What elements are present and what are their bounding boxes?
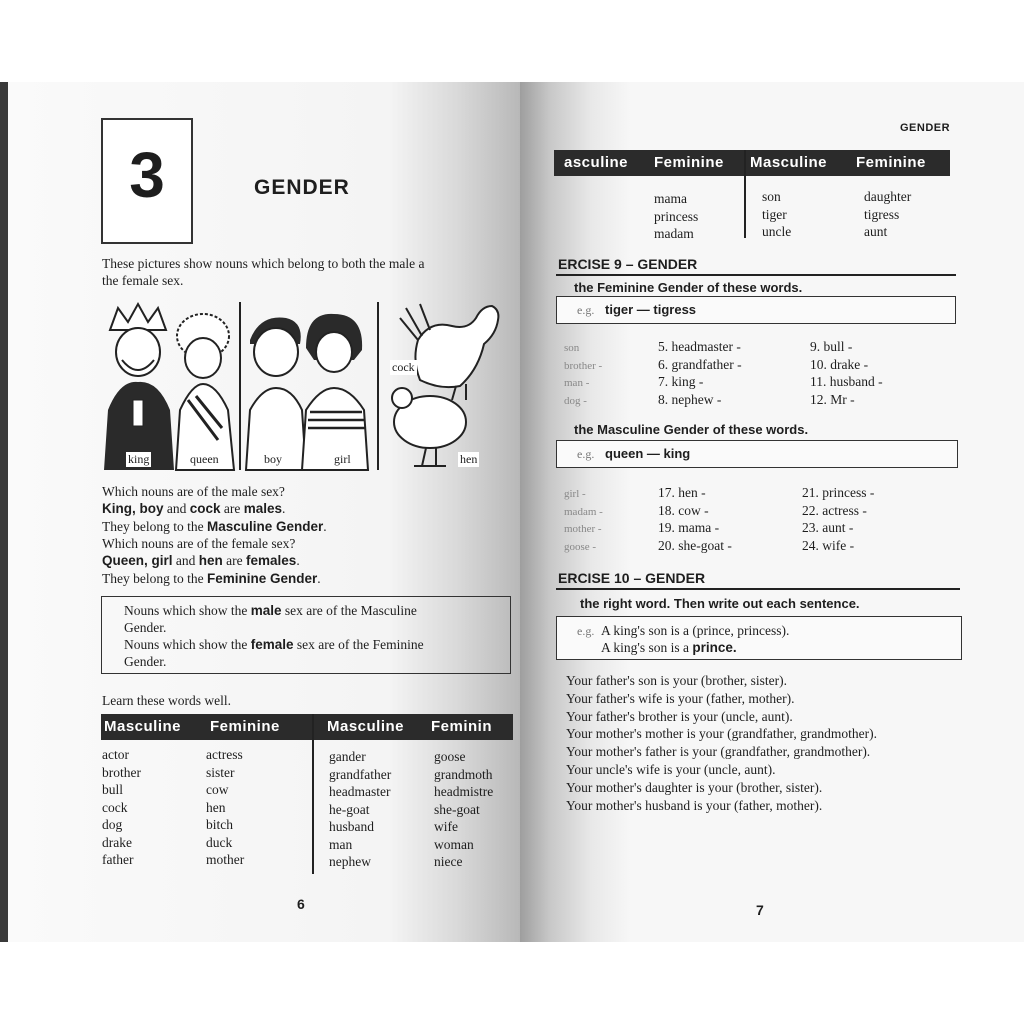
- word-col-3: gander grandfather headmaster he-goat husband man nephew: [329, 749, 392, 869]
- chapter-number-box: [101, 118, 193, 244]
- king-figure: [104, 304, 174, 470]
- label-king: king: [128, 452, 150, 466]
- exercise-9-instruction-2: the Masculine Gender of these words.: [574, 422, 809, 437]
- top-col-1: mama princess madam: [654, 191, 699, 241]
- boy-figure: [246, 317, 306, 470]
- rule-box: [101, 596, 511, 674]
- right-page: [520, 82, 1024, 942]
- exercise-9-items-1a: 5. headmaster - 6. grandfather - 7. king - 8. nephew -: [658, 339, 742, 407]
- example-3-prefix: e.g.: [577, 624, 595, 638]
- top-table-header: [554, 150, 950, 176]
- running-head: GENDER: [900, 122, 951, 134]
- label-cock: cock: [392, 360, 415, 374]
- exercise-9-instruction-1: the Feminine Gender of these words.: [574, 280, 803, 295]
- exercise-10-rule: [556, 588, 960, 590]
- exercise-10-title: ERCISE 10 – GENDER: [558, 570, 706, 586]
- chapter-number: 3: [129, 139, 165, 211]
- exercise-9-title: ERCISE 9 – GENDER: [558, 256, 698, 272]
- example-1: tiger — tigress: [605, 302, 697, 317]
- learn-label: Learn these words well.: [102, 693, 231, 708]
- top-header-feminine-2: Feminine: [856, 154, 926, 171]
- page-number-right: 7: [756, 902, 764, 918]
- statement-2: They belong to the Feminine Gender.: [102, 571, 321, 586]
- queen-figure: [176, 314, 234, 470]
- left-page: [0, 82, 520, 942]
- intro-line-2: the female sex.: [102, 273, 184, 288]
- header-feminine-1: Feminine: [210, 718, 280, 735]
- header-masculine-1: Masculine: [104, 718, 182, 735]
- word-col-1: actor brother bull cock dog drake father: [102, 747, 141, 867]
- example-2: queen — king: [605, 446, 691, 461]
- word-table-header: [101, 714, 513, 740]
- header-feminine-2: Feminin: [431, 718, 493, 735]
- example-box-2: [556, 440, 958, 468]
- intro-line-1: These pictures show nouns which belong to both the male a: [102, 256, 425, 271]
- exercise-9-rule: [556, 274, 956, 276]
- answer-1: King, boy and cock are males.: [102, 501, 286, 516]
- illustration-svg: [100, 300, 505, 472]
- word-col-4: goose grandmoth headmistre she-goat wife woman niece: [434, 749, 494, 869]
- question-2: Which nouns are of the female sex?: [102, 536, 296, 551]
- table-divider: [312, 714, 314, 874]
- top-header-masculine-2: Masculine: [750, 154, 828, 171]
- top-col-2: son tiger uncle: [762, 189, 792, 239]
- page-number-left: 6: [297, 896, 305, 912]
- hen-figure: [392, 388, 466, 466]
- girl-figure: [302, 314, 368, 470]
- answer-2: Queen, girl and hen are females.: [102, 553, 300, 568]
- label-boy: boy: [264, 452, 282, 466]
- chapter-title: GENDER: [254, 176, 350, 199]
- top-table-divider: [744, 150, 746, 238]
- rule-line-2: Gender.: [124, 620, 167, 635]
- example-3-line-2: A king's son is a prince.: [601, 640, 737, 655]
- exercise-9-items-1b: 9. bull - 10. drake - 11. husband - 12. Mr -: [810, 339, 883, 407]
- label-queen: queen: [190, 452, 219, 466]
- top-header-masculine-1: asculine: [564, 154, 629, 171]
- top-col-3: daughter tigress aunt: [864, 189, 912, 239]
- example-box-3: [556, 616, 962, 660]
- exercise-10-sentences: Your father's son is your (brother, sister). Your father's wife is your (father, mother). Your father's brother is your (uncle, aunt). Your mother's mother is your (grandfather, grandmother). Your mother's father is your (grandfather, grandmother). Your uncle's wife is your (uncle, aunt). Your mother's daughter is your (brother, sister). Your mother's husband is your (father, mother).: [566, 673, 877, 813]
- example-2-prefix: e.g.: [577, 447, 595, 461]
- exercise-9-faded-2: girl - madam - mother - goose -: [564, 488, 603, 553]
- cock-figure: [400, 304, 498, 400]
- exercise-9-items-2a: 17. hen - 18. cow - 19. mama - 20. she-goat -: [658, 485, 732, 553]
- rule-line-4: Gender.: [124, 654, 167, 669]
- label-hen: hen: [460, 452, 478, 466]
- gender-illustration: [100, 300, 505, 472]
- label-girl: girl: [334, 452, 351, 466]
- top-header-feminine-1: Feminine: [654, 154, 724, 171]
- example-3-line-1: A king's son is a (prince, princess).: [601, 623, 790, 638]
- exercise-9-items-2b: 21. princess - 22. actress - 23. aunt - 24. wife -: [802, 485, 875, 553]
- word-col-2: actress sister cow hen bitch duck mother: [206, 747, 245, 867]
- example-box-1: [556, 296, 956, 324]
- rule-line-3: Nouns which show the female sex are of the Feminine: [124, 637, 424, 652]
- exercise-10-instruction: the right word. Then write out each sentence.: [580, 596, 860, 611]
- statement-1: They belong to the Masculine Gender.: [102, 519, 327, 534]
- example-1-prefix: e.g.: [577, 303, 595, 317]
- question-1: Which nouns are of the male sex?: [102, 484, 285, 499]
- rule-line-1: Nouns which show the male sex are of the Masculine: [124, 603, 417, 618]
- exercise-9-faded-1: son brother - man - dog -: [564, 342, 603, 407]
- header-masculine-2: Masculine: [327, 718, 405, 735]
